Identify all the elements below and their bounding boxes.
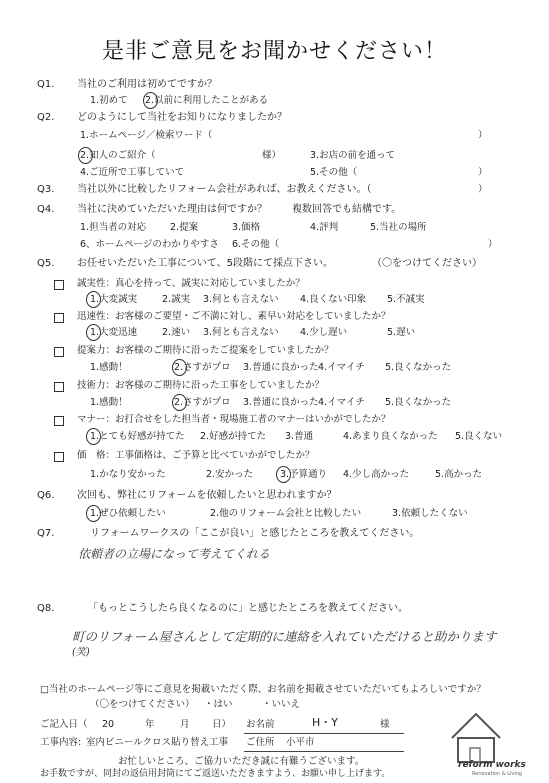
q4-option-7[interactable]: 6.その他（	[232, 239, 280, 250]
checkbox[interactable]	[54, 313, 64, 323]
q5-item-6-option-2[interactable]: 2.安かった	[206, 469, 254, 480]
q3-close: ）	[478, 184, 488, 195]
q5-item-3-option-3[interactable]: 3.普通に良かった	[243, 362, 319, 373]
q6-option-3[interactable]: 3.依頼したくない	[392, 508, 468, 519]
q8-handwritten-answer-note: (笑)	[72, 647, 90, 658]
q4-option-5[interactable]: 5.当社の場所	[370, 222, 427, 233]
q2-option-2-sama: 様）	[262, 150, 282, 161]
q2-option-5-close: ）	[478, 167, 488, 178]
selection-circle	[86, 291, 101, 308]
q2-text: どのようにして当社をお知りになりましたか？	[77, 112, 287, 123]
q5-item-6-option-4[interactable]: 4.少し高かった	[343, 469, 410, 480]
q5-item-1-option-5[interactable]: 5.不誠実	[387, 294, 425, 305]
q2-option-3[interactable]: 3.お店の前を通って	[310, 150, 396, 161]
q4-note: 複数回答でも結構です。	[292, 204, 402, 215]
q1-option-2[interactable]: 2.以前に利用したことがある	[145, 95, 269, 106]
q5-item-4-option-3[interactable]: 3.普通に良かった	[243, 397, 319, 408]
q4-text: 当社に決めていただいた理由は何ですか？	[77, 204, 267, 215]
q5-item-5-question: マナー：お打合せをした担当者・現場施工者のマナーはいかがでしたか？	[77, 414, 391, 425]
name-label: お名前	[246, 719, 275, 730]
address-underline	[244, 751, 404, 752]
page-title: 是非ご意見をお聞かせください！	[101, 39, 447, 64]
selection-circle	[172, 359, 187, 376]
selection-circle	[86, 324, 101, 341]
consent-no[interactable]: ・いいえ	[262, 699, 301, 710]
consent-question: □当社のホームページ等にご意見を掲載いただく際、お名前を掲載させていただいてもよろしいですか？	[40, 684, 486, 695]
q5-item-2-option-3[interactable]: 3.何とも言えない	[203, 327, 279, 338]
selection-circle	[143, 92, 158, 109]
q2-number: Q2.	[37, 112, 55, 123]
q5-item-5-option-1[interactable]: 1.とても好感が持てた	[90, 431, 185, 442]
consent-yes[interactable]: ・はい	[204, 699, 233, 710]
date-label: ご記入日（	[40, 719, 88, 730]
q5-item-5-option-3[interactable]: 3.普通	[285, 431, 314, 442]
q5-item-2-option-1[interactable]: 1.大変迅速	[90, 327, 138, 338]
q4-option-2[interactable]: 2.提案	[170, 222, 199, 233]
q4-option-1[interactable]: 1.担当者の対応	[80, 222, 147, 233]
q6-option-2[interactable]: 2.他のリフォーム会社と比較したい	[210, 508, 362, 519]
q4-option-3[interactable]: 3.価格	[232, 222, 261, 233]
address-label: ご住所	[246, 737, 275, 748]
work-value: 室内ビニールクロス貼り替え工事	[86, 737, 229, 748]
q5-item-5-option-4[interactable]: 4.あまり良くなかった	[343, 431, 438, 442]
q1-number: Q1.	[37, 79, 55, 90]
selection-circle	[172, 394, 187, 411]
q5-item-2-option-4[interactable]: 4.少し遅い	[300, 327, 348, 338]
q1-text: 当社のご利用は初めてですか？	[77, 79, 217, 90]
q2-option-1-close: ）	[478, 130, 488, 141]
q2-option-2[interactable]: 2.知人のご紹介（	[80, 150, 156, 161]
checkbox[interactable]	[54, 452, 64, 462]
q5-item-6-option-3[interactable]: 3.予算通り	[280, 469, 328, 480]
q3-number: Q3.	[37, 184, 55, 195]
q5-item-6-question: 価 格：工事価格は、ご予算と比べていかがでしたか？	[77, 450, 315, 461]
date-day-unit: 日）	[212, 719, 232, 730]
name-value: H・Y	[312, 716, 338, 729]
selection-circle	[276, 466, 291, 483]
q5-item-2-option-2[interactable]: 2.速い	[162, 327, 191, 338]
q2-option-1[interactable]: 1.ホームページ／検索ワード（	[80, 130, 213, 141]
q5-note: （〇をつけてください）	[372, 258, 482, 269]
q5-item-4-option-5[interactable]: 5.良くなかった	[385, 397, 452, 408]
q5-item-4-question: 技術力：お客様のご期待に沿った工事をしていましたか？	[77, 380, 325, 391]
checkbox[interactable]	[54, 416, 64, 426]
q5-text: お任せいただいた工事について、5段階にて採点下さい。	[77, 258, 333, 269]
q5-item-1-option-3[interactable]: 3.何とも言えない	[203, 294, 279, 305]
q5-item-4-option-1[interactable]: 1.感動！	[90, 397, 128, 408]
date-year-prefix: 20	[102, 719, 115, 730]
q5-item-3-option-2[interactable]: 2.さすがプロ	[174, 362, 231, 373]
checkbox[interactable]	[54, 280, 64, 290]
q3-text: 当社以外に比較したリフォーム会社があれば、お教えください。（	[77, 184, 372, 195]
thanks-line-1: お忙しいところ、ご協力いただき誠に有難うございます。	[118, 756, 365, 767]
q4-option-7-close: ）	[488, 239, 498, 250]
q2-option-5[interactable]: 5.その他（	[310, 167, 358, 178]
date-year-unit: 年	[145, 719, 155, 730]
q5-item-2-question: 迅速性：お客様のご要望・ご不満に対し、素早い対応をしていましたか？	[77, 311, 391, 322]
q5-item-3-option-5[interactable]: 5.良くなかった	[385, 362, 452, 373]
consent-note: （〇をつけてください）	[90, 699, 195, 710]
q8-handwritten-answer: 町のリフォーム屋さんとして定期的に連絡を入れていただけると助かります	[72, 629, 497, 644]
q5-item-3-option-4[interactable]: 4.イマイチ	[318, 362, 365, 373]
q5-item-1-option-1[interactable]: 1.大変誠実	[90, 294, 138, 305]
q7-number: Q7.	[37, 528, 55, 539]
q5-item-2-option-5[interactable]: 5.遅い	[387, 327, 416, 338]
q5-item-4-option-2[interactable]: 2.さすがプロ	[174, 397, 231, 408]
q8-number: Q8.	[37, 603, 55, 614]
logo-text: reform works	[458, 760, 526, 770]
thanks-line-2: お手数ですが、同封の返信用封筒にてご返送いただきますよう、お願い申し上げます。	[40, 769, 391, 779]
checkbox[interactable]	[54, 347, 64, 357]
selection-circle	[86, 428, 101, 445]
q7-text: リフォームワークスの「ここが良い」と感じたところを教えてください。	[90, 528, 420, 539]
q4-option-4[interactable]: 4.評判	[310, 222, 339, 233]
reform-works-logo	[440, 708, 536, 777]
q5-item-5-option-5[interactable]: 5.良くない	[455, 431, 503, 442]
q2-option-4[interactable]: 4.ご近所で工事していて	[80, 167, 185, 178]
q5-item-3-option-1[interactable]: 1.感動！	[90, 362, 128, 373]
q5-item-5-option-2[interactable]: 2.好感が持てた	[200, 431, 267, 442]
q5-item-1-option-4[interactable]: 4.良くない印象	[300, 294, 367, 305]
q5-item-6-option-1[interactable]: 1.かなり安かった	[90, 469, 166, 480]
q5-number: Q5.	[37, 258, 55, 269]
date-month-unit: 月	[180, 719, 190, 730]
name-underline	[244, 733, 404, 734]
work-label: 工事内容:	[40, 737, 82, 748]
selection-circle	[78, 147, 93, 164]
q4-option-6[interactable]: 6、ホームページのわかりやすさ	[80, 239, 219, 250]
checkbox[interactable]	[54, 382, 64, 392]
q4-number: Q4.	[37, 204, 55, 215]
q5-item-3-question: 提案力：お客様のご期待に沿ったご提案をしていましたか？	[77, 345, 334, 356]
q5-item-1-question: 誠実性：真心を持って、誠実に対応していましたか？	[77, 278, 305, 289]
selection-circle	[86, 505, 101, 522]
q7-handwritten-answer: 依頼者の立場になって考えてくれる	[78, 547, 271, 561]
q5-item-4-option-4[interactable]: 4.イマイチ	[318, 397, 365, 408]
q8-text: 「もっとこうしたら良くなるのに」と感じたところを教えてください。	[88, 603, 408, 614]
logo-subtext: Renovation & Living	[472, 771, 523, 777]
q1-option-1[interactable]: 1.初めて	[90, 95, 128, 106]
name-honorific: 様	[380, 719, 390, 730]
q6-number: Q6.	[37, 490, 55, 501]
q6-text: 次回も、弊社にリフォームを依頼したいと思われますか？	[77, 490, 337, 501]
address-value: 小平市	[286, 737, 315, 748]
q6-option-1[interactable]: 1.ぜひ依頼したい	[90, 508, 166, 519]
q5-item-1-option-2[interactable]: 2.誠実	[162, 294, 191, 305]
q5-item-6-option-5[interactable]: 5.高かった	[435, 469, 483, 480]
